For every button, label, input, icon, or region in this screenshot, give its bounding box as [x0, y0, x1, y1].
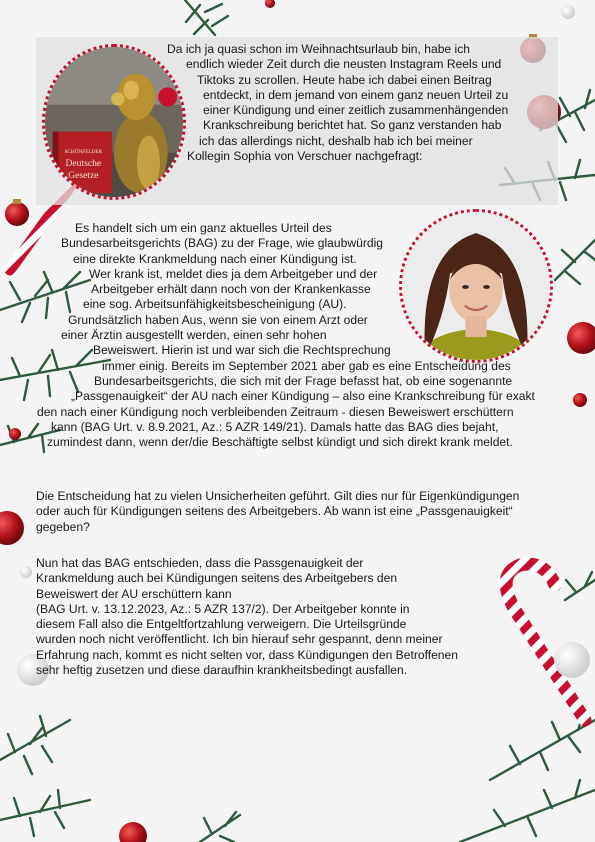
ruling-line: sehr heftig zusetzen und diese daraufhin krankheitsbedingt ausfallen.	[36, 663, 408, 678]
intro-line: endlich wieder Zeit durch die neusten Instagram Reels und	[186, 57, 502, 72]
answer-line: den nach einer Kündigung noch verbleibenden Zeitraum - diesen Beweiswert erschüttern	[37, 404, 514, 419]
intro-line: ich das allerdings nicht, deshalb hab ich bei meiner	[199, 133, 473, 148]
answer-line: Es handelt sich um ein ganz aktuelles Urteil des	[75, 221, 332, 235]
intro-line: Kollegin Sophia von Verschuer nachgefragt:	[187, 149, 423, 164]
answer-line: zumindest dann, wenn der/die Beschäftigte selbst kündigt und sich direkt krank meldet.	[47, 435, 513, 450]
answer-paragraph	[0, 221, 535, 450]
ruling-line: diesem Fall also die Entgeltfortzahlung verweigern. Die Urteilsgründe	[36, 617, 407, 632]
answer-line: „Passgenauigkeit“ der AU nach einer Kündigung – also eine Krankschreibung für exakt	[71, 389, 535, 404]
answer-line: kann (BAG Urt. v. 8.9.2021, Az.: 5 AZR 149/21). Damals hatte das BAG dies bejaht,	[51, 419, 499, 434]
ruling-line: wurden noch nicht veröffentlicht. Ich bin hierauf sehr gespannt, denn meiner	[36, 632, 443, 647]
answer-line: Grundsätzlich haben Aus, wenn sie von einem Arzt oder	[68, 312, 368, 327]
ornament	[119, 822, 147, 842]
ruling-line: Beweiswert der AU erschüttern kann	[36, 586, 232, 601]
intro-paragraph	[0, 42, 508, 164]
intro-line: Da ich ja quasi schon im Weihnachtsurlaub bin, habe ich	[167, 42, 470, 56]
ornament	[265, 0, 275, 8]
ruling-line: (BAG Urt. v. 13.12.2023, Az.: 5 AZR 137/2). Der Arbeitgeber konnte in	[36, 601, 410, 616]
uncertainty-line: oder auch für Kündigungen seitens des Arbeitgebers. Ab wann ist eine „Passgenauigkeit“	[36, 504, 513, 519]
answer-line: eine direkte Krankmeldung nach einer Kündigung ist.	[73, 251, 357, 266]
intro-line: Krankschreibung berichtet hat. So ganz verstanden hab	[203, 118, 502, 133]
ornament	[561, 5, 575, 19]
ornament	[20, 566, 32, 578]
intro-line: einer Kündigung und einer zeitlich zusammenhängenden	[203, 103, 509, 118]
answer-line: eine sog. Arbeitsunfähigkeitsbescheinigung (AU).	[83, 297, 347, 312]
answer-line: einer Ärztin ausgestellt werden, einen sehr hohen	[61, 328, 327, 343]
answer-line: immer einig. Bereits im September 2021 aber gab es eine Entscheidung des	[102, 358, 511, 373]
ruling-paragraph	[36, 556, 458, 678]
answer-line: Arbeitgeber erhält dann noch von der Krankenkasse	[91, 282, 371, 297]
answer-line: Bundesarbeitsgerichts, die sich mit der Frage befasst hat, ob eine sogenannte	[94, 373, 513, 388]
ornament	[573, 393, 587, 407]
intro-line: entdeckt, in dem jemand von einem ganz neuen Urteil zu	[203, 87, 509, 102]
book-title-1: Deutsche	[65, 158, 102, 170]
ornament	[0, 511, 24, 545]
uncertainty-paragraph	[36, 489, 519, 535]
ornament	[554, 642, 590, 678]
answer-line: Bundesarbeitsgerichts (BAG) zu der Frage, wie glaubwürdig	[61, 236, 383, 251]
uncertainty-line: Die Entscheidung hat zu vielen Unsicherheiten geführt. Gilt dies nur für Eigenkündigungen	[36, 489, 520, 503]
uncertainty-line: gegeben?	[36, 519, 90, 534]
answer-line: Beweiswert. Hierin ist und war sich die Rechtsprechung	[93, 343, 391, 358]
ornament	[567, 322, 595, 354]
ruling-line: Krankmeldung auch bei Kündigungen seitens des Arbeitgebers den	[36, 571, 398, 586]
book-brand: SCHÖNFELDER	[64, 148, 103, 155]
ruling-line: Erfahrung nach, kommt es nicht selten vor, dass Kündigungen den Betroffenen	[36, 647, 458, 662]
ruling-line: Nun hat das BAG entschieden, dass die Passgenauigkeit der	[36, 556, 364, 570]
intro-line: Tiktoks zu scrollen. Heute habe ich dabei einen Beitrag	[197, 72, 492, 87]
book-title-2: Gesetze	[68, 169, 99, 181]
answer-line: Wer krank ist, meldet dies ja dem Arbeitgeber und der	[89, 266, 378, 281]
